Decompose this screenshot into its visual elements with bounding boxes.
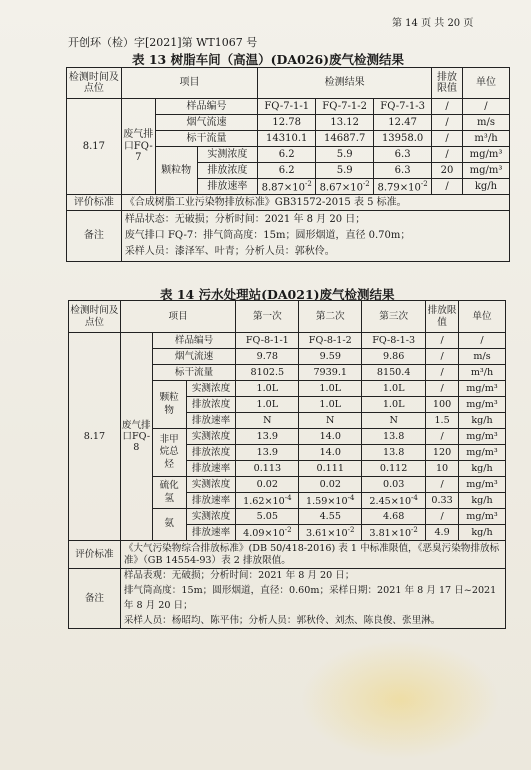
t13-h-item: 项目 (121, 68, 257, 99)
t14-cell: $4.09\times 10^{-2}$ (236, 525, 299, 541)
sci-mantissa: 8.87 (261, 181, 284, 193)
t13-cell: $8.79\times 10^{-2}$ (374, 179, 432, 195)
table13 (66, 67, 510, 262)
t14-cell: 0.113 (236, 461, 299, 477)
t13-cell: / (432, 179, 463, 195)
t14-point: 废气排口FQ-8 (120, 333, 152, 541)
t13-cell: 6.3 (374, 163, 432, 179)
t13-h-result: 检测结果 (258, 68, 432, 99)
t14-sub-label: 排放速率 (186, 461, 236, 477)
t14-cell: 1.5 (426, 413, 459, 429)
t14-h-run: 第三次 (362, 301, 426, 333)
t14-cell: 4.68 (362, 509, 426, 525)
t13-point: 废气排口FQ-7 (121, 99, 155, 195)
t14-cell: 0.111 (299, 461, 362, 477)
t13-cell: 12.78 (258, 115, 316, 131)
t14-sub-label: 实测浓度 (186, 509, 236, 525)
t14-cell: FQ-8-1-3 (362, 333, 426, 349)
t14-cell: mg/m³ (459, 509, 506, 525)
t14-cell: / (426, 477, 459, 493)
t14-h-time: 检测时间及点位 (69, 301, 121, 333)
t14-sub-label: 实测浓度 (186, 477, 236, 493)
seal-watermark (300, 640, 500, 760)
table14-title: 表 14 污水处理站(DA021)废气检测结果 (160, 287, 395, 302)
t14-cell: 9.78 (236, 349, 299, 365)
t14-cell: 9.59 (299, 349, 362, 365)
t14-group-label: 氨 (152, 509, 186, 541)
sci-mantissa: 3.61 (306, 528, 328, 540)
t14-cell: m/s (459, 349, 506, 365)
sci-mantissa: 1.62 (243, 496, 265, 508)
t14-sub-label: 排放速率 (186, 493, 236, 509)
t14-cell: FQ-8-1-1 (236, 333, 299, 349)
t14-cell: $1.62\times 10^{-4}$ (236, 493, 299, 509)
t13-remark-label: 备注 (67, 211, 122, 262)
t14-h-limit: 排放限值 (426, 301, 459, 333)
sci-exponent: -4 (284, 493, 292, 502)
remark-line: 废气排口 FQ-7：排气筒高度：15m；圆形烟道，直径 0.70m； (124, 230, 411, 241)
t13-cell: / (432, 131, 463, 147)
t14-cell: / (426, 349, 459, 365)
t13-cell: / (432, 115, 463, 131)
t13-cell: 20 (432, 163, 463, 179)
t14-cell: kg/h (459, 525, 506, 541)
report-number: 开创环（检）字[2021]第 WT1067 号 (68, 36, 258, 49)
t13-cell: 6.3 (374, 147, 432, 163)
t13-cell: FQ-7-1-1 (258, 99, 316, 115)
t14-cell: 9.86 (362, 349, 426, 365)
t14-cell: 8102.5 (236, 365, 299, 381)
t13-remark (121, 211, 509, 262)
sci-exponent: -2 (420, 179, 428, 188)
t13-std-eval: 《合成树脂工业污染物排放标准》GB31572-2015 表 5 标准。 (121, 195, 509, 211)
t14-cell: FQ-8-1-2 (299, 333, 362, 349)
t14-date: 8.17 (69, 333, 121, 541)
t14-cell: 4.55 (299, 509, 362, 525)
t13-cell: FQ-7-1-3 (374, 99, 432, 115)
t14-cell: 0.03 (362, 477, 426, 493)
t14-cell: $3.81\times 10^{-2}$ (362, 525, 426, 541)
t14-cell: mg/m³ (459, 381, 506, 397)
sci-mantissa: 3.81 (369, 528, 391, 540)
t14-cell: 0.33 (426, 493, 459, 509)
t14-cell: 1.0L (299, 381, 362, 397)
t14-cell: 14.0 (299, 429, 362, 445)
t13-cell: kg/h (462, 179, 509, 195)
t14-cell: 1.0L (362, 397, 426, 413)
sci-exponent: -2 (411, 525, 418, 534)
t13-cell: 5.9 (316, 147, 374, 163)
t13-cell: 14687.7 (316, 131, 374, 147)
t13-cell: 5.9 (316, 163, 374, 179)
t14-std-eval: 《大气污染物综合排放标准》(DB 50/418-2016) 表 1 中标准限值，《恶臭污染物排放标准》（GB 14554-93）表 2 排放限值。 (120, 541, 505, 569)
t14-h-run: 第一次 (236, 301, 299, 333)
t14-sub-label: 排放速率 (186, 413, 236, 429)
t14-cell: 13.9 (236, 429, 299, 445)
t14-group-label: 硫化氢 (152, 477, 186, 509)
t14-cell: 1.0L (236, 381, 299, 397)
t14-cell: 8150.4 (362, 365, 426, 381)
t14-h-unit: 单位 (459, 301, 506, 333)
t13-sample-label: 样品编号 (155, 99, 258, 115)
t13-cell: 13.12 (316, 115, 374, 131)
t13-cell: FQ-7-1-2 (316, 99, 374, 115)
sci-exponent: -2 (304, 179, 312, 188)
remark-line: 采样人员：漆泽军、叶青；分析人员：郭秋伶。 (124, 246, 335, 257)
t13-std-eval-label: 评价标准 (67, 195, 122, 211)
t13-cell: m³/h (462, 131, 509, 147)
t14-cell: / (426, 365, 459, 381)
t13-h-time: 检测时间及点位 (67, 68, 122, 99)
t14-cell: kg/h (459, 461, 506, 477)
t13-flow-label: 烟气流速 (155, 115, 258, 131)
t13-emis-conc-label: 排放浓度 (197, 163, 258, 179)
t13-cell: / (462, 99, 509, 115)
t14-remark (120, 569, 505, 629)
t14-h-item: 项目 (120, 301, 236, 333)
t13-date: 8.17 (67, 99, 122, 195)
t13-h-unit: 单位 (462, 68, 509, 99)
t14-cell: N (362, 413, 426, 429)
table14 (68, 300, 506, 629)
page-number: 第 14 页 共 20 页 (392, 18, 474, 29)
t13-cell: mg/m³ (462, 147, 509, 163)
t13-cell: 6.2 (258, 163, 316, 179)
t14-cell: 0.02 (236, 477, 299, 493)
t14-cell: 0.112 (362, 461, 426, 477)
t14-cell: mg/m³ (459, 397, 506, 413)
sci-mantissa: 8.67 (319, 181, 342, 193)
sci-exponent: -2 (284, 525, 292, 534)
t13-cell: $8.67\times 10^{-2}$ (316, 179, 374, 195)
t14-cell: 1.0L (236, 397, 299, 413)
t14-cell: 13.9 (236, 445, 299, 461)
t14-remark-label: 备注 (69, 569, 121, 629)
t13-cell: 13958.0 (374, 131, 432, 147)
sci-exponent: -2 (347, 525, 355, 534)
t14-cell: / (459, 333, 506, 349)
table13-title: 表 13 树脂车间（高温）(DA026)废气检测结果 (132, 52, 405, 67)
t14-std-eval-label: 评价标准 (69, 541, 121, 569)
t13-cell: m/s (462, 115, 509, 131)
t14-row-label: 标干流量 (152, 365, 236, 381)
t14-sub-label: 实测浓度 (186, 381, 236, 397)
t14-cell: 100 (426, 397, 459, 413)
t14-cell: kg/h (459, 413, 506, 429)
remark-line: 排气筒高度：15m；圆形烟道，直径：0.60m；采样日期：2021 年 8 月 17 日~2021 年 8 月 20 日； (123, 584, 497, 611)
t14-cell: mg/m³ (459, 429, 506, 445)
t14-sub-label: 排放浓度 (186, 445, 236, 461)
t14-cell: 13.8 (362, 445, 426, 461)
t14-cell: 10 (426, 461, 459, 477)
t13-rate-label: 排放速率 (197, 179, 258, 195)
t14-cell: $1.59\times 10^{-4}$ (299, 493, 362, 509)
t13-cell: $8.87\times 10^{-2}$ (258, 179, 316, 195)
t14-sub-label: 排放浓度 (186, 397, 236, 413)
sci-exponent: -4 (347, 493, 355, 502)
sci-mantissa: 2.45 (369, 496, 391, 508)
t14-cell: 7939.1 (299, 365, 362, 381)
t14-sub-label: 排放速率 (186, 525, 236, 541)
remark-line: 采样人员：杨昭均、陈平伟；分析人员：郭秋伶、刘杰、陈良俊、张里淋。 (123, 614, 441, 626)
remark-line: 样品状态：无破损；分析时间：2021 年 8 月 20 日； (124, 214, 366, 225)
t14-cell: mg/m³ (459, 445, 506, 461)
sci-mantissa: 4.09 (243, 528, 265, 540)
t13-cell: / (432, 147, 463, 163)
t14-cell: / (426, 381, 459, 397)
t14-cell: N (299, 413, 362, 429)
t14-cell: $3.61\times 10^{-2}$ (299, 525, 362, 541)
t14-sub-label: 实测浓度 (186, 429, 236, 445)
t14-cell: 120 (426, 445, 459, 461)
t13-pm-label: 颗粒物 (155, 147, 197, 195)
t14-cell: N (236, 413, 299, 429)
t13-cell: 14310.1 (258, 131, 316, 147)
t14-cell: 4.9 (426, 525, 459, 541)
t14-row-label: 烟气流速 (152, 349, 236, 365)
t14-cell: 5.05 (236, 509, 299, 525)
sci-exponent: -4 (411, 493, 418, 502)
sci-mantissa: 8.79 (377, 181, 400, 193)
t14-h-run: 第二次 (299, 301, 362, 333)
t14-cell: 13.8 (362, 429, 426, 445)
t14-group-label: 颗粒物 (152, 381, 186, 429)
t14-cell: 0.02 (299, 477, 362, 493)
t13-cell: mg/m³ (462, 163, 509, 179)
t14-cell: / (426, 509, 459, 525)
t13-h-limit: 排放限值 (432, 68, 463, 99)
t14-cell: kg/h (459, 493, 506, 509)
t14-cell: / (426, 429, 459, 445)
t14-row-label: 样品编号 (152, 333, 236, 349)
t14-cell: 14.0 (299, 445, 362, 461)
t14-cell: 1.0L (299, 397, 362, 413)
t14-cell: / (426, 333, 459, 349)
remark-line: 样品表观：无破损；分析时间：2021 年 8 月 20 日； (123, 570, 355, 581)
t13-std-label: 标干流量 (155, 131, 258, 147)
t14-cell: m³/h (459, 365, 506, 381)
t13-cell: 12.47 (374, 115, 432, 131)
t14-group-label: 非甲烷总烃 (152, 429, 186, 477)
t13-conc-label: 实测浓度 (197, 147, 258, 163)
sci-mantissa: 1.59 (306, 496, 328, 508)
t14-cell: $2.45\times 10^{-4}$ (362, 493, 426, 509)
t14-cell: mg/m³ (459, 477, 506, 493)
sci-exponent: -2 (362, 179, 370, 188)
t13-cell: 6.2 (258, 147, 316, 163)
t14-cell: 1.0L (362, 381, 426, 397)
t13-cell: / (432, 99, 463, 115)
